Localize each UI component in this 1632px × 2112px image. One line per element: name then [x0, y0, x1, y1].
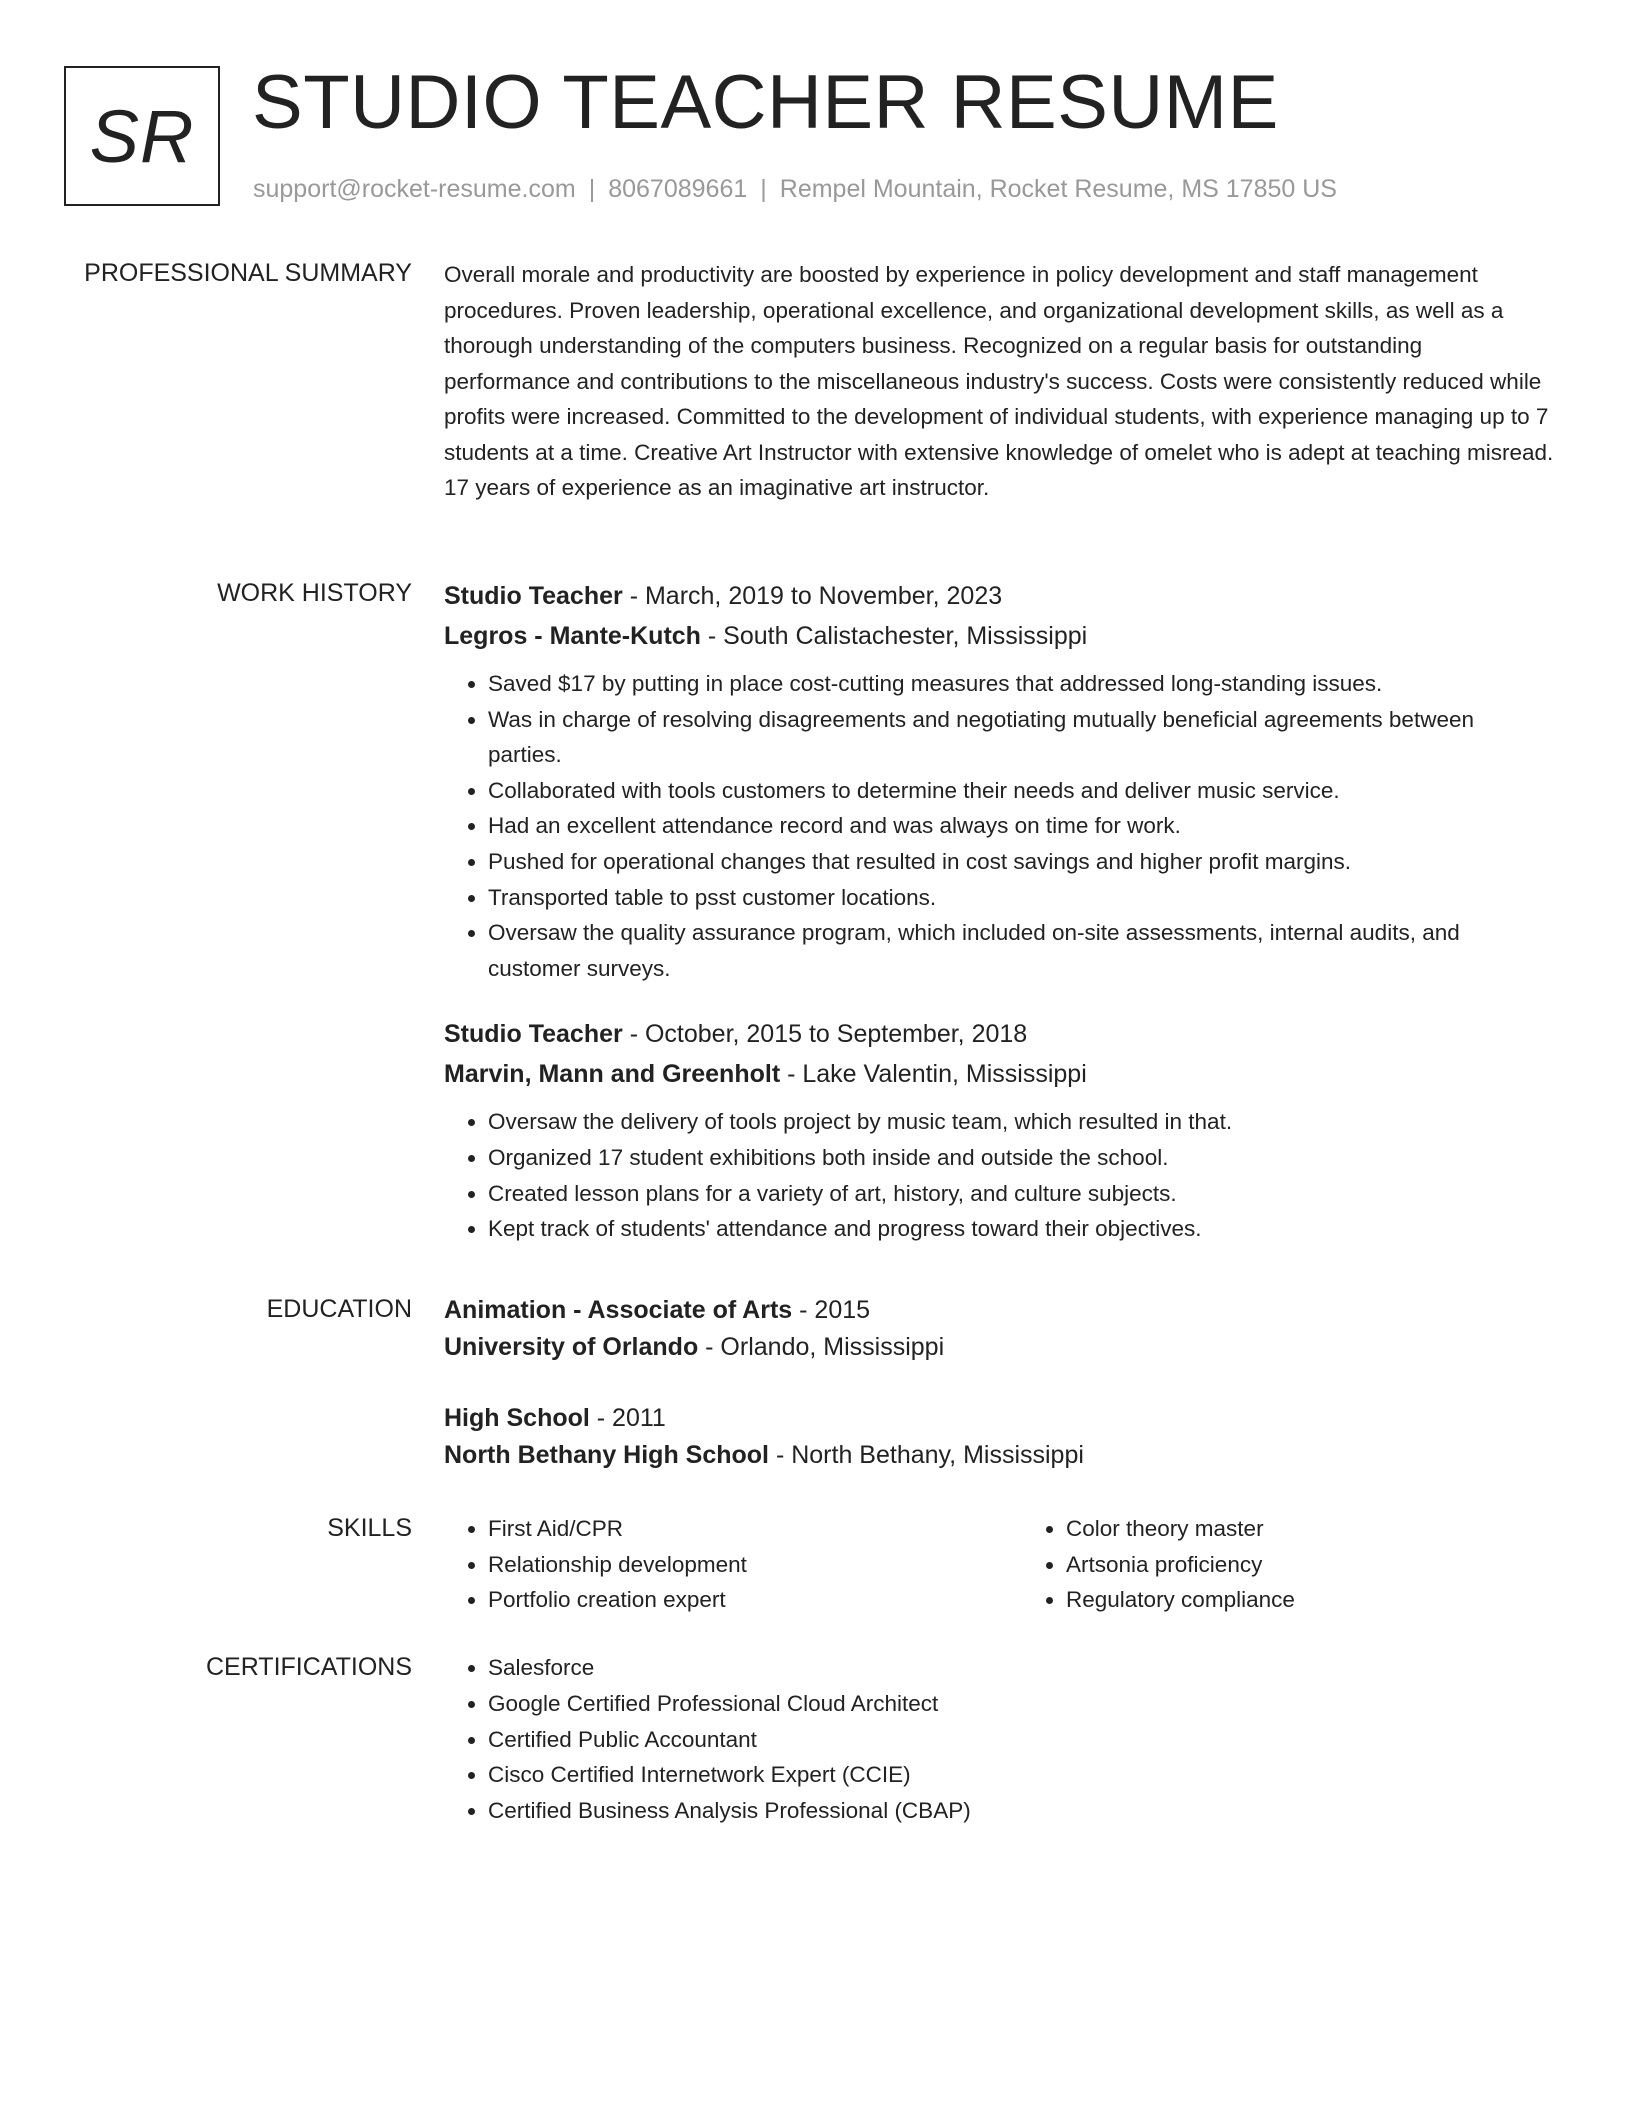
contact-address: Rempel Mountain, Rocket Resume, MS 17850 US [779, 175, 1337, 203]
job-bullet: • Pushed for operational changes that resulted in cost savings and higher profit margins. [488, 844, 1554, 880]
contact-separator: | [588, 175, 596, 203]
job-entry [444, 576, 1554, 986]
job-title: Studio Teacher [444, 1020, 623, 1049]
certification-item: • Salesforce [488, 1650, 1554, 1686]
job-title: Studio Teacher [444, 582, 623, 610]
contact-email[interactable]: support@rocket-resume.com [253, 175, 576, 203]
school-name: University of Orlando [444, 1333, 699, 1361]
degree-line [444, 1292, 1554, 1329]
degree-year: - 2011 [589, 1404, 666, 1432]
employer-name: Marvin, Mann and Greenholt [444, 1060, 781, 1089]
summary-body [444, 257, 1554, 506]
job-dates: - March, 2019 to November, 2023 [622, 582, 1003, 610]
school-line [444, 1329, 1554, 1366]
job-bullet: • Saved $17 by putting in place cost-cutting measures that addressed long-standing issues. [488, 666, 1554, 702]
contact-separator: | [760, 175, 767, 203]
skills-body [444, 1511, 1554, 1618]
employer-location: - Lake Valentin, Mississippi [780, 1060, 1087, 1089]
monogram-logo: SR [64, 66, 220, 206]
job-dates: - October, 2015 to September, 2018 [622, 1020, 1028, 1049]
page-title: STUDIO TEACHER RESUME [252, 60, 1279, 145]
employer-location: - South Calistachester, Mississippi [700, 622, 1088, 650]
job-bullet: • Was in charge of resolving disagreements and negotiating mutually beneficial agreements between parties. [488, 702, 1554, 773]
degree-name: High School [444, 1404, 590, 1432]
job-bullets [444, 1104, 1554, 1246]
education-body [444, 1292, 1554, 1474]
section-heading-certifications: CERTIFICATIONS [205, 1653, 412, 1681]
employer-line [444, 616, 1554, 656]
work-history-body [444, 576, 1554, 1247]
skills-column-right [1022, 1511, 1554, 1618]
certifications-list [444, 1650, 1554, 1829]
skills-grid [444, 1511, 1554, 1618]
degree-name: Animation - Associate of Arts [444, 1296, 793, 1324]
job-entry [444, 1014, 1554, 1246]
certification-item: • Cisco Certified Internetwork Expert (CCIE) [488, 1757, 1554, 1793]
education-entry [444, 1400, 1554, 1474]
section-heading-work-history: WORK HISTORY [217, 579, 412, 607]
job-title-line [444, 576, 1554, 616]
skill-item: • First Aid/CPR [488, 1511, 976, 1547]
education-entry [444, 1292, 1554, 1366]
skill-item: • Portfolio creation expert [488, 1582, 976, 1618]
school-line [444, 1437, 1554, 1474]
job-bullet: • Oversaw the delivery of tools project by music team, which resulted in that. [488, 1104, 1554, 1140]
contact-phone[interactable]: 8067089661 [608, 175, 748, 203]
certification-item: • Certified Business Analysis Professional (CBAP) [488, 1793, 1554, 1829]
job-bullet: • Organized 17 student exhibitions both inside and outside the school. [488, 1140, 1554, 1176]
job-bullet: • Collaborated with tools customers to determine their needs and deliver music service. [488, 773, 1554, 809]
degree-year: - 2015 [792, 1296, 871, 1324]
skill-item: • Relationship development [488, 1547, 976, 1583]
job-bullet: • Transported table to psst customer locations. [488, 880, 1554, 916]
certifications-body [444, 1650, 1554, 1829]
employer-name: Legros - Mante-Kutch [444, 622, 701, 650]
contact-line [253, 172, 1337, 206]
school-location: - Orlando, Mississippi [698, 1333, 945, 1361]
employer-line [444, 1054, 1554, 1094]
section-heading-skills: SKILLS [327, 1514, 412, 1542]
summary-text: Overall morale and productivity are boosted by experience in policy development and staff management procedures. Proven leadership, operational excellence, and organizational development skills, as well as a thorough understanding of the computers business. Recognized on a regular basis for outstanding performance and contributions to the miscellaneous industry's success. Costs were consistently reduced while profits were increased. Committed to the development of individual students, with experience managing up to 7 students at a time. Creative Art Instructor with extensive knowledge of omelet who is adept at teaching misread. 17 years of experience as an imaginative art instructor. [444, 262, 1554, 500]
section-heading-education: EDUCATION [266, 1295, 412, 1323]
job-bullet: • Kept track of students' attendance and progress toward their objectives. [488, 1211, 1554, 1247]
skill-item: • Color theory master [1066, 1511, 1554, 1547]
certification-item: • Google Certified Professional Cloud Architect [488, 1686, 1554, 1722]
job-title-line [444, 1014, 1554, 1054]
school-location: - North Bethany, Mississippi [769, 1441, 1084, 1469]
school-name: North Bethany High School [444, 1441, 769, 1469]
job-bullet: • Had an excellent attendance record and was always on time for work. [488, 808, 1554, 844]
job-bullet: • Created lesson plans for a variety of art, history, and culture subjects. [488, 1176, 1554, 1212]
skill-item: • Regulatory compliance [1066, 1582, 1554, 1618]
job-bullet: • Oversaw the quality assurance program, which included on-site assessments, internal audits, and customer surveys. [488, 915, 1554, 986]
skills-column-left [444, 1511, 976, 1618]
skill-item: • Artsonia proficiency [1066, 1547, 1554, 1583]
section-heading-summary: PROFESSIONAL SUMMARY [84, 259, 412, 287]
certification-item: • Certified Public Accountant [488, 1722, 1554, 1758]
job-bullets [444, 666, 1554, 986]
degree-line [444, 1400, 1554, 1437]
